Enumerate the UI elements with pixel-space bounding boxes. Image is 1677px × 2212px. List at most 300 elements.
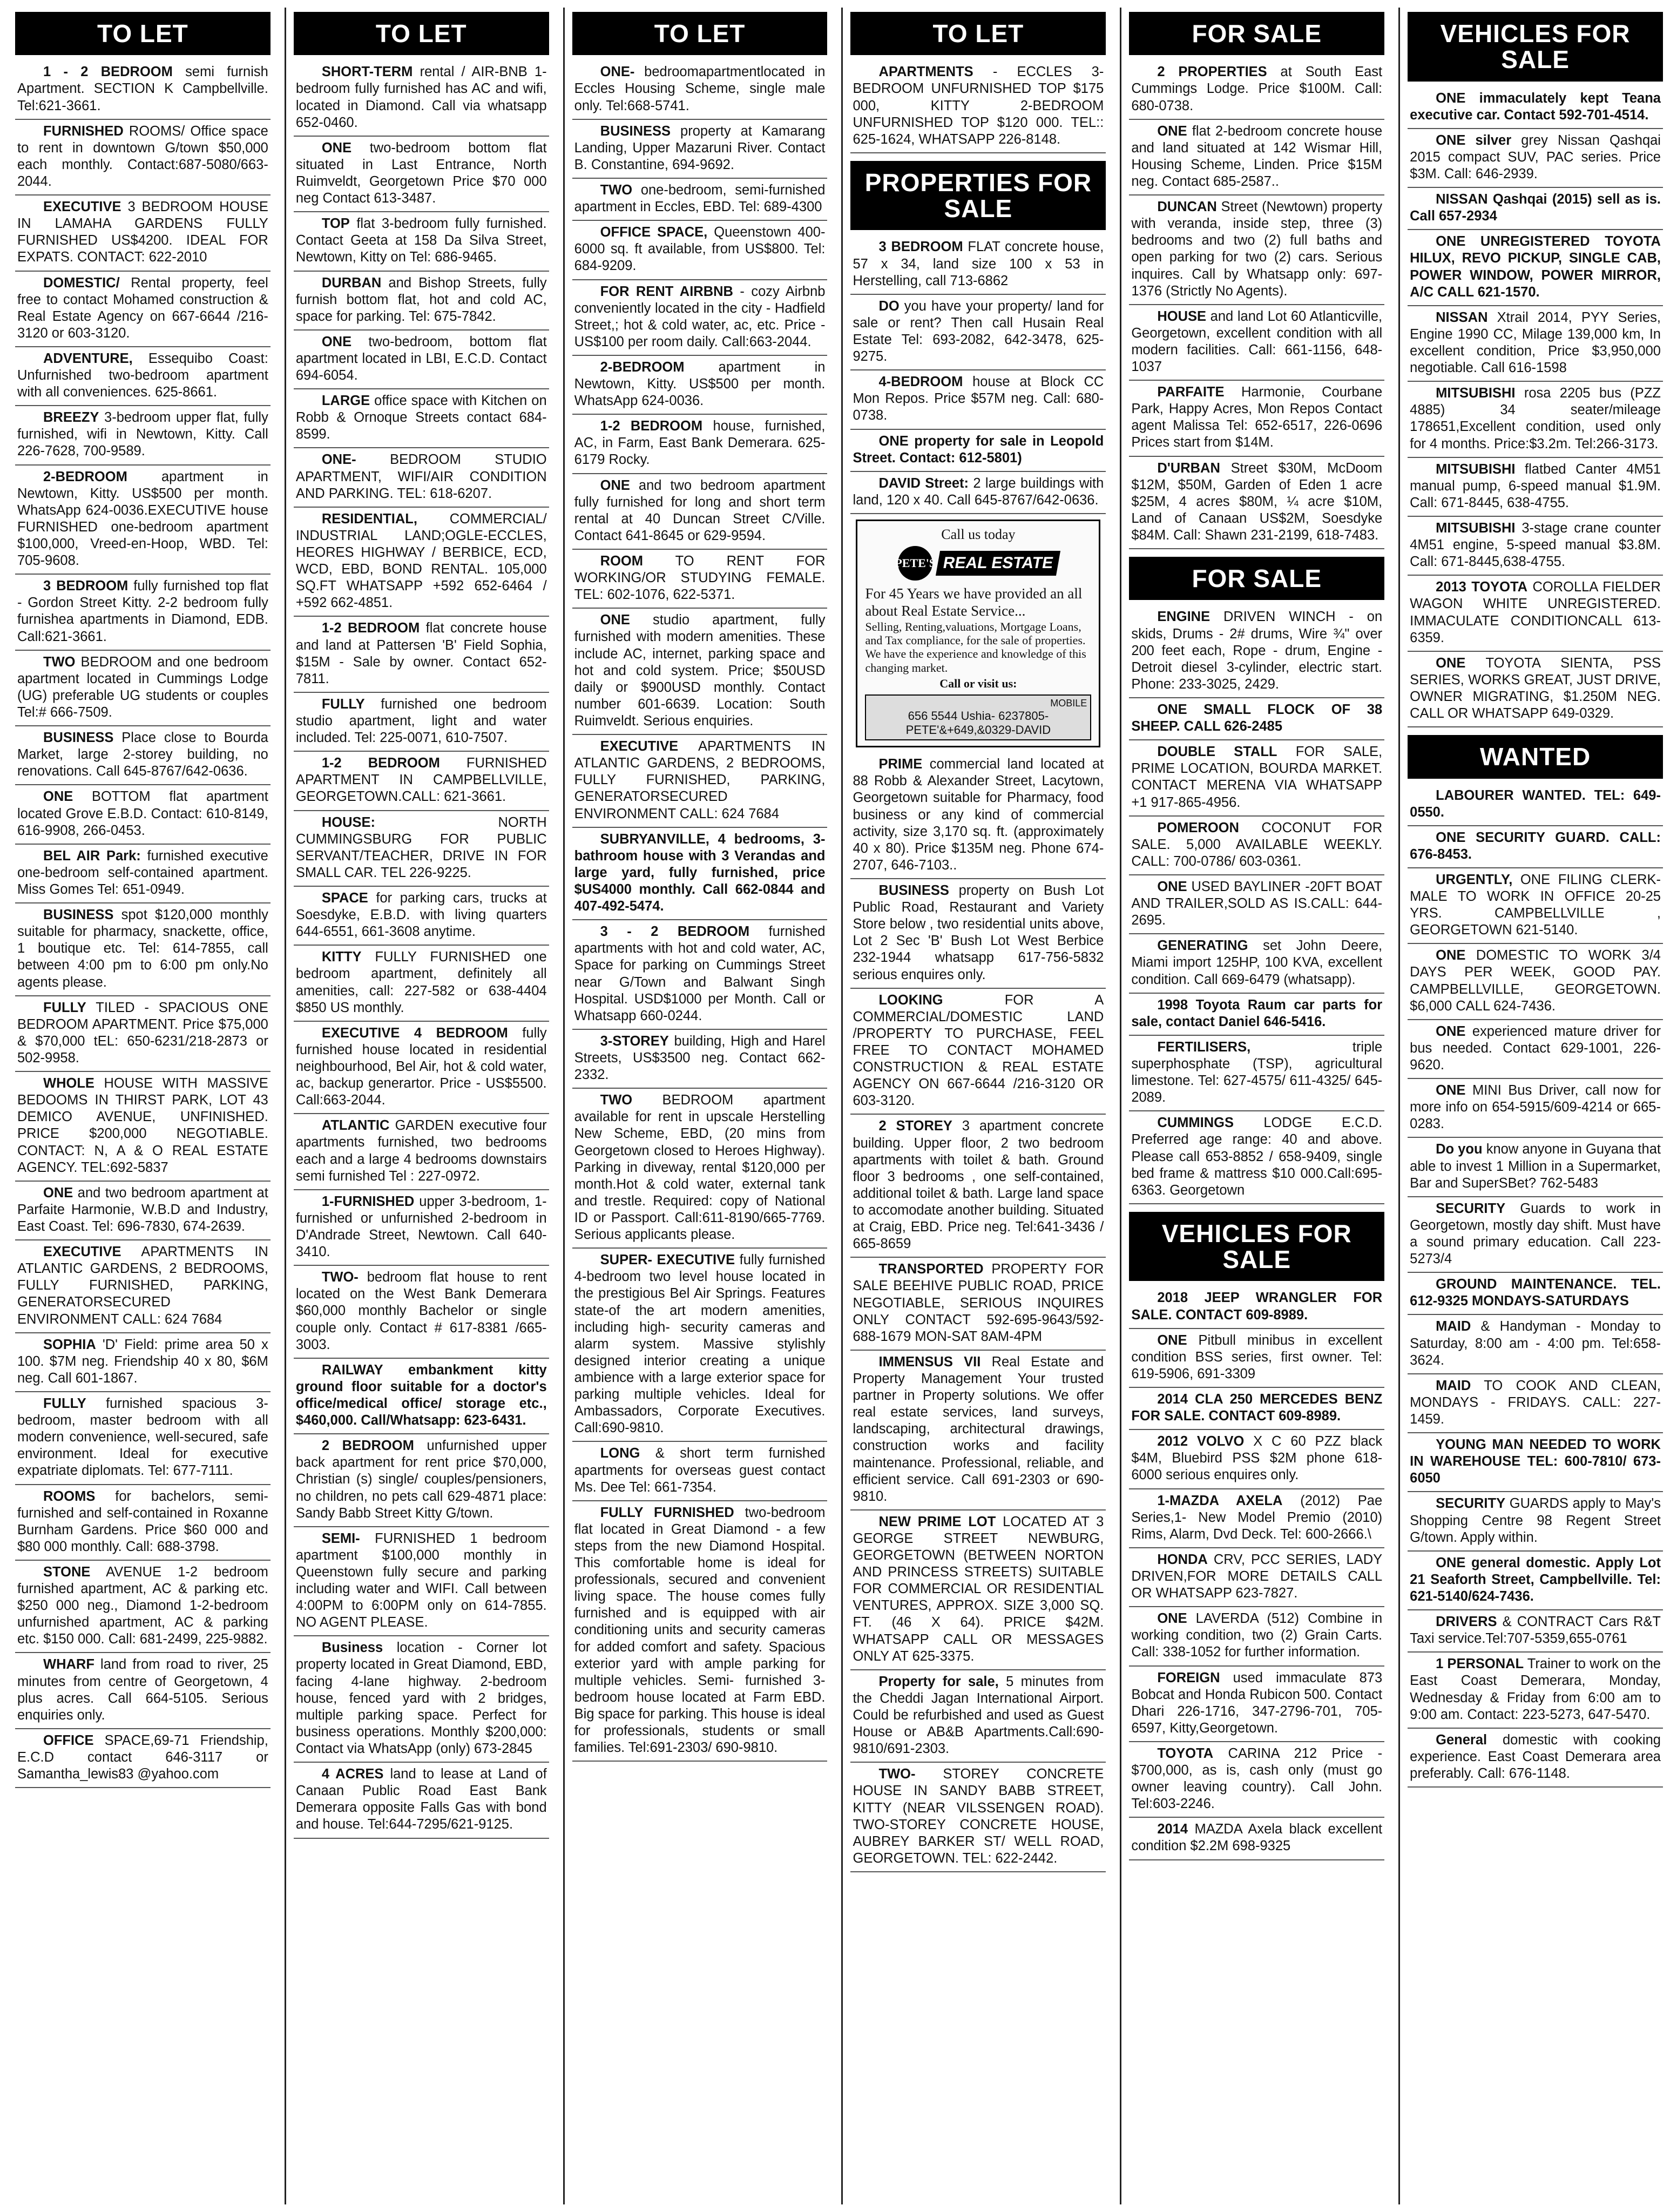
classified-ad (15, 1392, 271, 1485)
classified-ad (572, 179, 828, 221)
ad-text: 'D' Field: prime area 50 x 100. $7M neg. Friendship 40 x 80, $6M neg. Call 601-1867. (17, 1337, 268, 1386)
ad-lead: RESIDENTIAL, (321, 511, 417, 527)
real-estate-advert (856, 520, 1100, 747)
classified-ad (294, 212, 549, 271)
classified-ad (15, 1485, 271, 1561)
classified-ad (1408, 1197, 1663, 1273)
classified-ad (572, 735, 828, 828)
classified-ad (294, 1359, 549, 1434)
ad-lead: FOR RENT AIRBNB (600, 284, 733, 299)
classified-ad (15, 406, 271, 465)
ad-text: flatbed Canter 4M51 manual pump, 6-speed manual $1.9M. Call: 671-8445, 638-4755. (1410, 461, 1661, 510)
classified-ad (1408, 1020, 1663, 1079)
ad-lead: SUBRYANVILLE, 4 bedrooms, (600, 831, 804, 847)
ad-text: COCONUT FOR SALE. 5,000 AVAILABLE WEEKLY. CALL: 700-0786/ 603-0361. (1131, 820, 1383, 869)
ad-lead: ROOMS (43, 1488, 96, 1504)
ad-text: 3-bathroom house with 3 Verandas and large yard, fully furnished, price $US4000 monthly. Call 662-0844 and 407-492-5474. (574, 831, 826, 914)
classified-ad (1129, 934, 1384, 993)
ad-lead: ATLANTIC (321, 1118, 390, 1134)
classified-ad (1408, 87, 1663, 129)
classified-ad (1408, 382, 1663, 457)
ad-text: furnished one bedroom studio apartment, light and water included. Tel: 225-0071, 610-7507. (295, 696, 547, 746)
classified-ad (294, 508, 549, 617)
ad-text: FURNISHED APARTMENT IN CAMPBELLVILLE, GEORGETOWN.CALL: 621-3661. (295, 756, 547, 805)
classified-ad (15, 1653, 271, 1729)
classified-ad (15, 903, 271, 996)
ad-text: & Handyman - Monday to Saturday, 8:00 am - 4:00 pm. Tel:658-3624. (1410, 1319, 1661, 1368)
ad-lead: OFFICE SPACE, (600, 225, 708, 240)
ad-lead: CUMMINGS (1157, 1115, 1234, 1131)
advert-logo (865, 546, 1091, 581)
ad-text: NORTH CUMMINGSBURG FOR PUBLIC SERVANT/TEACHER, DRIVE IN FOR SMALL CAR. TEL 226-9225. (295, 814, 547, 880)
ad-text: MINI Bus Driver, call now for more info on 654-5915/609-4214 or 665-0283. (1410, 1083, 1661, 1132)
classified-ad (572, 1089, 828, 1249)
ad-text: & CONTRACT Cars R&T Taxi service.Tel:707-5359,655-0761 (1410, 1614, 1661, 1647)
ad-lead: GENERATING (1157, 938, 1248, 954)
ad-text: apartment in Newtown, Kitty. US$500 per month. WhatsApp 624-0036. (574, 359, 826, 409)
classified-ad (294, 1434, 549, 1527)
classified-ad (850, 295, 1106, 370)
ad-lead: SEMI- (321, 1530, 360, 1546)
ad-text: GUARDS apply to May's Shopping Centre 98 Regent Street G/town. Apply within. (1410, 1496, 1661, 1545)
ad-lead: 3-STOREY (600, 1033, 669, 1049)
ad-lead: 2 BEDROOM (321, 1438, 414, 1454)
classified-ad (1129, 1329, 1384, 1388)
advert-call-label: Call us today (941, 526, 1016, 542)
ad-text: kept Teana executive car. Contact 592-701-4514. (1410, 90, 1661, 123)
classified-ad (1408, 1273, 1663, 1315)
ad-lead: 2-BEDROOM (600, 359, 685, 375)
classified-ad (1408, 1653, 1663, 1728)
ad-text: land from road to river, 25 minutes from centre of Georgetown, 4 plus acres. Call 664-5105. Serious enquiries only. (17, 1657, 268, 1723)
ad-text: kitty ground floor suitable for a doctor's office/medical office/ storage etc., $460,000. Call/Whatsapp: 623-6431. (295, 1362, 547, 1428)
ad-lead: ONE UNREGISTERED (1436, 234, 1590, 249)
classified-ad (850, 1763, 1106, 1872)
ad-text: 3-bedroom upper flat, fully furnished, wifi in Newtown, Kitty. Call 226-7628, 700-9589. (17, 410, 268, 459)
ad-text: TO COOK AND CLEAN, MONDAYS - FRIDAYS. CALL: 227-1459. (1410, 1378, 1661, 1427)
ad-lead: FULLY (43, 1395, 86, 1411)
ad-text: 3 apartment concrete building. Upper floor, 2 two bedroom apartments with toilet & bath. Ground floor 3 bedrooms , one self-contained, additional toilet & bath. Large land space to accomodate another building. Situated at Craig, EBD. Price neg. Tel:641-3436 / 665-8659 (853, 1118, 1104, 1252)
ad-lead: DURBAN (321, 275, 382, 291)
classified-ad (850, 235, 1106, 294)
classified-ad (294, 137, 549, 212)
ad-text: CARINA 212 Price - $700,000, as is, cash only (must go owner leaving country). Call John. Tel:603-2246. (1131, 1745, 1383, 1812)
ad-lead: HOUSE (1157, 308, 1206, 324)
ad-text: BEDROOM STUDIO APARTMENT, WIFI/AIR CONDITION AND PARKING. TEL: 618-6207. (295, 452, 547, 501)
advert-body: For 45 Years we have provided an all about Real Estate Service... (865, 585, 1083, 619)
ad-text: 38 SHEEP. CALL 626-2485 (1131, 702, 1383, 734)
ad-lead: SHORT-TERM (321, 64, 413, 80)
ad-lead: ENGINE (1157, 609, 1211, 625)
ad-lead: 1-2 BEDROOM (321, 756, 440, 771)
ad-lead: BREEZY (43, 410, 99, 426)
column-2 (285, 8, 556, 2204)
section-heading-to-let: TO LET (572, 12, 828, 55)
classified-ad (15, 726, 271, 785)
ad-text: office space with Kitchen on Robb & Ornoque Streets contact 684-8599. (295, 393, 547, 442)
ad-lead: 1-2 BEDROOM (600, 419, 703, 434)
classified-ad (294, 1114, 549, 1190)
ad-lead: 1-2 BEDROOM (321, 621, 420, 636)
ad-lead: ROOM (600, 554, 643, 569)
ad-lead: EXECUTIVE (43, 1244, 121, 1260)
classified-ad (1129, 305, 1384, 381)
classified-ad (1129, 1430, 1384, 1489)
section-heading-for-sale: FOR SALE (1129, 12, 1384, 55)
ad-lead: ONE SMALL FLOCK OF (1157, 702, 1351, 717)
ad-lead: WHARF (43, 1657, 94, 1673)
ad-text: HOUSE WITH MASSIVE BEDOOMS IN THIRST PARK, LOT 43 DEMICO AVENUE, UNFINISHED. PRICE $200,000 NEGOTIABLE. CONTACT: N, A & O REAL ESTATE AGENCY. TEL:692-5837 (17, 1076, 268, 1175)
classified-ad (1129, 1111, 1384, 1204)
classified-ad (294, 331, 549, 389)
ad-text: GUARD. CALL: 676-8453. (1410, 830, 1661, 862)
ad-lead: LABOURER WANTED. (1436, 787, 1586, 803)
ad-text: know anyone in Guyana that able to invest 1 Million in a Supermarket, Bar and SuperSBet? 762-5483 (1410, 1142, 1661, 1191)
ad-text: LOCATED AT 3 GEORGE STREET NEWBURG, GEORGETOWN (BETWEEN NORTON AND PRINCESS STREETS) SUITABLE FOR COMMERCIAL OR RESIDENTIAL VENTURES, APPROX. SIZE 3,000 SQ. FT. (46 X 64). PRICE $42M. WHATSAPP CALL OR MESSAGES ONLY AT 625-3375. (853, 1514, 1104, 1664)
ad-lead: FERTILISERS, (1157, 1039, 1251, 1055)
classified-ad (294, 752, 549, 811)
classified-ad (294, 693, 549, 752)
ad-text: set John Deere, Miami import 125HP, 100 KVA, excellent condition. Call 669-6479 (whatsapp). (1131, 938, 1383, 987)
classified-ad (1408, 652, 1663, 727)
ad-lead: DUNCAN (1157, 199, 1217, 215)
column-6 (1398, 8, 1669, 2204)
ad-text: APARTMENTS IN ATLANTIC GARDENS, 2 BEDROOMS, FULLY FURNISHED, PARKING, GENERATORSECURED ENVIRONMENT CALL: 624 7684 (574, 739, 826, 821)
classified-ad (1408, 576, 1663, 651)
ad-text: TOYOTA SIENTA, PSS SERIES, WORKS GREAT, JUST DRIVE, OWNER MIGRATING, $1.250M NEG. CALL OR WHATSAPP 649-0329. (1410, 655, 1661, 721)
ad-lead: SUPER- EXECUTIVE (600, 1252, 735, 1268)
classified-ad (294, 1763, 549, 1838)
classified-ad (850, 60, 1106, 153)
ad-lead: LARGE (321, 393, 370, 409)
classified-ad (1408, 306, 1663, 382)
ad-text: land to lease at Land of Canaan Public Road East Bank Demerara opposite Falls Gas with bond and house. Tel:644-7295/621-9125. (295, 1766, 547, 1832)
classified-ad (1129, 381, 1384, 456)
classified-ad (294, 617, 549, 692)
section-heading-vehicles-for-sale: VEHICLES FOR SALE (1129, 1212, 1384, 1282)
ad-lead: Business (321, 1640, 383, 1656)
ad-lead: ONE (1157, 1611, 1187, 1627)
ad-text: Street (Newtown) property with veranda, inside step, three (3) bedrooms and two (2) full baths and open parking for two (2) cars. Serious inquires. Call by Whatsapp only: 697-1376 (Strictly No Agents). (1131, 199, 1383, 299)
ad-text: 2 large buildings with land, 120 x 40. Call 645-8767/642-0636. (853, 475, 1104, 508)
classified-ad (1408, 826, 1663, 868)
ad-text: 5 minutes from the Cheddi Jagan International Airport. Could be refurbished and used as Guest House or AB&B Apartments.Call:690-9810/691-2303. (853, 1674, 1104, 1757)
ad-lead: 4-BEDROOM (878, 374, 963, 390)
ad-lead: 2013 TOYOTA (1436, 579, 1528, 595)
ad-lead: ONE (600, 477, 630, 493)
classified-ad (850, 1670, 1106, 1763)
classified-ad (572, 550, 828, 609)
classified-ad (294, 389, 549, 448)
ad-text: APARTMENTS IN ATLANTIC GARDENS, 2 BEDROOMS, FULLY FURNISHED, PARKING, GENERATORSECURED ENVIRONMENT CALL: 624 7684 (17, 1244, 268, 1327)
ad-text: Xtrail 2014, PYY Series, Engine 1990 CC, Milage 139,000 km, In excellent condition, Price $3,950,000 negotiable. Call 616-1598 (1410, 309, 1661, 376)
ad-text: two-bedroom, bottom flat apartment located in LBI, E.C.D. Contact 694-6054. (295, 334, 547, 383)
ad-lead: 3 - 2 BEDROOM (600, 924, 750, 940)
ad-text: LODGE E.C.D. Preferred age range: 40 and above. Please call 653-8852 / 658-9409, single bed frame & mattress $10 000.Call:695-6363. Georgetown (1131, 1115, 1383, 1198)
classified-ad (1129, 1667, 1384, 1742)
ad-text: semi furnish Apartment. SECTION K Campbellville. Tel:621-3661. (17, 64, 268, 113)
ad-text: FOR SALE. CONTACT 609-8989. (1131, 1290, 1383, 1323)
ad-lead: Do you (1436, 1142, 1483, 1157)
classified-ad (1129, 994, 1384, 1036)
ad-text: 3 BEDROOM HOUSE IN LAMAHA GARDENS FULLY FURNISHED US$4200. IDEAL FOR EXPATS. CONTACT: 622-2010 (17, 199, 268, 265)
ad-text: AVENUE 1-2 bedroom furnished apartment, AC & parking etc. $250 000 neg., Diamond 1-2-bedroom unfurnished apartment, AC & parking etc. $150 000. Call: 681-2499, 225-9882. (17, 1564, 268, 1647)
classified-ad (1129, 1548, 1384, 1607)
ad-lead: HOUSE: (321, 814, 376, 830)
ad-text: Street $30M, McDoom $12M, $50M, Garden of Eden 1 acre $25M, 4 acres $80M, ¼ acre $10M, Land of Canaan US$2M, Soesdyke $84M. Call: Shawn 231-2199, 618-7483. (1131, 460, 1383, 543)
ad-lead: TRANSPORTED (878, 1262, 984, 1277)
ad-text: FLAT concrete house, 57 x 34, land size 100 x 53 in Herstelling, call 713-6862 (853, 239, 1104, 288)
ad-text: rental / AIR-BNB 1-bedroom fully furnished has AC and wifi, located in Diamond. Call via whatsapp 652-0460. (295, 64, 547, 130)
ad-text: flat 3-bedroom fully furnished. Contact Geeta at 158 Da Silva Street, Newtown, Kitty on Tel: 686-9465. (295, 216, 547, 265)
ad-lead: ONE (321, 334, 352, 349)
classified-ad (572, 609, 828, 735)
classified-ad (850, 430, 1106, 472)
classified-ad (572, 1442, 828, 1501)
advert-brand-text: REAL ESTATE (936, 551, 1060, 576)
ad-lead: Property for sale, (878, 1674, 999, 1689)
section-heading-wanted: WANTED (1408, 735, 1663, 778)
ad-lead: PARFAITE (1157, 385, 1225, 400)
ad-text: Real Estate and Property Management Your trusted partner in Property solutions. We offer real estate services, land surveys, landscaping, architectural drawings, construction works and facility maintenance. Professional, reliable, and efficient service. Call 691-2303 or 690-9810. (853, 1354, 1104, 1504)
ad-text: flat concrete house and land at Pattersen 'B' Field Sophia, $15M - Sale by owner. Contact 652-7811. (295, 621, 547, 686)
classified-ad (294, 811, 549, 887)
classified-ad (572, 474, 828, 550)
ad-lead: ONE (43, 1185, 73, 1201)
advert-services: Selling, Renting,valuations, Mortgage Loans, and Tax compliance, for the sale of properties. We have the experience and knowledge of this changing market. (865, 619, 1086, 675)
classified-ad (1408, 1079, 1663, 1138)
ad-lead: 1 PERSONAL (1436, 1656, 1524, 1672)
classified-ad (1129, 1607, 1384, 1666)
ad-text: & short term furnished apartments for overseas guest contact Ms. Dee Tel: 661-7354. (574, 1446, 826, 1495)
classified-ad (850, 472, 1106, 514)
ad-text: COMMERCIAL/ INDUSTRIAL LAND;OGLE-ECCLES, HEORES HIGHWAY / BERBICE, ECD, WCD, EBD, BOND RENTAL. 105,000 SQ.FT WHATSAPP +592 652-6464 / +592 662-4851. (295, 511, 547, 611)
classified-ad (15, 651, 271, 726)
classified-ad (294, 1636, 549, 1763)
ad-text: property at Kamarang Landing, Upper Mazaruni River. Contact B. Constantine, 694-9692. (574, 123, 826, 172)
ad-text: bedroomapartmentlocated in Eccles Housing Scheme, single male only. Tel:668-5741. (574, 64, 826, 113)
ad-lead: SECURITY (1436, 1496, 1506, 1512)
ad-text: Rental property, feel free to contact Mohamed construction & Real Estate Agency on 667-6644 /216-3120 or 603-3120. (17, 275, 268, 341)
classified-ad (1408, 1610, 1663, 1653)
ad-lead: PRIME (878, 757, 923, 772)
classified-ad (572, 120, 828, 179)
ad-text: PROPERTY FOR SALE BEEHIVE PUBLIC ROAD, PRICE NEGOTIABLE, SERIOUS INQUIRES ONLY CONTACT 592-695-9643/592-688-1679 MON-SAT 8AM-4PM (853, 1262, 1104, 1344)
ad-text: rosa 2205 bus (PZZ 4885) 34 seater/mileage 178651,Excellent condition, used only for 4 months. Price:$3.2m. Tel:266-3173. (1410, 386, 1661, 451)
classified-ad (850, 879, 1106, 989)
ad-lead: WHOLE (43, 1076, 94, 1091)
classified-ad (1129, 120, 1384, 195)
ad-text: for bachelors, semi-furnished and self-contained in Roxanne Burnham Gardens. Price $60 000 and $80 000 monthly. Call: 688-3798. (17, 1488, 268, 1554)
ad-text: house at Block CC Mon Repos. Price $57M neg. Call: 680-0738. (853, 374, 1104, 423)
classified-ad (1129, 1742, 1384, 1818)
advert-visit-label: Call or visit us: (939, 676, 1017, 690)
ad-text: Queenstown 400-6000 sq. ft available, from US$800. Tel: 684-9209. (574, 225, 826, 274)
ad-text: car parts for sale, contact Daniel 646-5416. (1131, 997, 1383, 1029)
classified-ad (572, 1501, 828, 1762)
ad-lead: ONE (321, 140, 352, 156)
ad-lead: 1-FURNISHED (321, 1193, 415, 1209)
ad-lead: MAID (1436, 1319, 1471, 1334)
column-3 (563, 8, 834, 2204)
ad-lead: MAID (1436, 1378, 1471, 1393)
ad-text: and land Lot 60 Atlanticville, Georgetown, excellent condition with all modern facilities. Call: 661-1156, 648-1037 (1131, 308, 1383, 375)
classified-ad (1129, 875, 1384, 934)
ad-lead: D'URBAN (1157, 460, 1220, 476)
classified-ad (1408, 1433, 1663, 1492)
column-5 (1120, 8, 1391, 2204)
ad-lead: DOMESTIC/ (43, 275, 120, 291)
advert-brand-mark: PETE'S (898, 546, 932, 581)
ad-text: one-bedroom, semi-furnished apartment in Eccles, EBD. Tel: 689-4300 (574, 182, 826, 215)
ad-text: ROOMS/ Office space to rent in downtown G/town $50,000 each monthly. Contact:687-5080/663-2044. (17, 123, 268, 189)
classified-ad (15, 785, 271, 844)
classified-ad (850, 1258, 1106, 1351)
ad-lead: NEW PRIME LOT (878, 1514, 996, 1529)
ad-text: you have your property/ land for sale or rent? Then call Husain Real Estate Tel: 693-2082, 642-3478, 625-9275. (853, 298, 1104, 365)
ad-lead: BEL AIR Park: (43, 848, 141, 864)
ad-text: BEDROOM and one bedroom apartment located in Cummings Lodge (UG) preferable UG students or couples Tel:# 666-7509. (17, 654, 268, 720)
ad-lead: FURNISHED (43, 123, 124, 139)
ad-text: used immaculate 873 Bobcat and Honda Rubicon 500. Contact Dhari 226-1716, 347-2796-701, 705-6597, Kitty,Georgetown. (1131, 1670, 1383, 1736)
ad-text: Guards to work in Georgetown, mostly day shift. Must have a sound primary education. Call 223-5273/4 (1410, 1201, 1661, 1267)
classified-ad (572, 415, 828, 474)
classified-ad (1408, 1552, 1663, 1610)
ad-text: Pitbull minibus in excellent condition BSS series, first owner. Tel: 619-5906, 691-3309 (1131, 1332, 1383, 1381)
ad-lead: FULLY (43, 1000, 86, 1015)
section-heading-properties-for-sale: PROPERTIES FOR SALE (850, 161, 1106, 231)
ad-lead: TWO- (878, 1766, 916, 1782)
classified-ad (15, 1182, 271, 1240)
ad-text: SPACE,69-71 Friendship, E.C.D contact 646-3117 or Samantha_lewis83 @yahoo.com (17, 1732, 268, 1782)
ad-text: property on Bush Lot Public Road, Restaurant and Variety Store below , two residential units above, Lot 2 Sec 'B' Bush Lot West Berbice 232-1944 whatsapp 617-756-5832 serious enquires only. (853, 883, 1104, 982)
classified-ad (15, 996, 271, 1072)
ad-lead: ONE (43, 789, 73, 805)
ad-text: triple superphosphate (TSP), agricultural limestone. Tel: 627-4575/ 611-4325/ 645-2089. (1131, 1039, 1383, 1105)
ad-text: 3-stage crane counter 4M51 engine, 5-speed manual $3.8M. Call: 671-8445,638-4755. (1410, 521, 1661, 570)
ad-lead: ONE (1436, 655, 1466, 671)
ad-lead: EXECUTIVE (43, 199, 121, 215)
classified-ad (1408, 458, 1663, 517)
ad-lead: YOUNG MAN NEEDED (1436, 1437, 1587, 1453)
ad-lead: 1998 Toyota Raum (1157, 997, 1286, 1013)
ad-text: fully furnished top flat - Gordon Street Kitty. 2-2 bedroom fully furnishea apartments in Diamond, EDB. Call:621-3661. (17, 578, 268, 644)
ad-text: Essequibo Coast: Unfurnished two-bedroom apartment with all conveniences. 625-8661. (17, 350, 268, 400)
ad-lead: TOYOTA (1157, 1745, 1214, 1761)
ad-lead: LOOKING (878, 992, 943, 1008)
ad-lead: BUSINESS (43, 907, 114, 923)
classified-ad (15, 575, 271, 650)
classified-ad (572, 280, 828, 356)
classified-ad (294, 272, 549, 331)
classified-ad (1129, 1489, 1384, 1548)
classified-ad (15, 1561, 271, 1654)
column-1 (8, 8, 277, 2204)
ad-text: spot $120,000 monthly suitable for pharmacy, snackette, office, 1 boutique etc. Tel: 614-7855, call between 4:00 pm to 6:00 pm only.No agents please. (17, 907, 268, 990)
ad-text: BOTTOM flat apartment located Grove E.B.D. Contact: 610-8149, 616-9908, 266-0453. (17, 789, 268, 838)
ad-lead: 2014 (1157, 1822, 1188, 1837)
ad-lead: 2 STOREY (878, 1118, 952, 1134)
ad-text: domestic with cooking experience. East Coast Demerara area preferably. Call: 676-1148. (1410, 1732, 1661, 1781)
ad-text: experienced mature driver for bus needed. Contact 629-1001, 226-9620. (1410, 1023, 1661, 1073)
ad-lead: 1 - 2 BEDROOM (43, 64, 173, 80)
classified-ad (1129, 195, 1384, 305)
ad-text: CRV, PCC SERIES, LADY DRIVEN,FOR MORE DETAILS CALL OR WHATSAPP 623-7827. (1131, 1552, 1383, 1601)
classified-ad (1408, 230, 1663, 306)
ad-lead: 2014 CLA 250 (1157, 1391, 1253, 1407)
classifieds-page (8, 8, 1669, 2204)
ad-text: - ECCLES 3-BEDROOM UNFURNISHED TOP $175 000, KITTY 2-BEDROOM UNFURNISHED TOP $120 000. TEL:: 625-1624, WHATSAPP 226-8148. (853, 64, 1104, 147)
ad-lead: MITSUBISHI (1436, 386, 1516, 401)
ad-text: LAVERDA (512) Combine in working condition, two (2) Grain Carts. Call: 338-1052 for further information. (1131, 1611, 1383, 1660)
advert-phone-numbers: 656 5544 Ushia- 6237805- PETE'&+649,&0329-DAVID (905, 709, 1051, 737)
ad-lead: GROUND MAINTENANCE. (1436, 1277, 1617, 1292)
classified-ad (1129, 457, 1384, 550)
ad-lead: DO (878, 298, 900, 314)
ad-lead: ONE (1436, 1083, 1466, 1098)
classified-ad (1129, 60, 1384, 119)
ad-text: fully furnished house located in residential neighbourhood, Bel Air, hot & cold water, ac, backup generartor. Price - US$5500. Call:663-2044. (295, 1025, 547, 1108)
ad-text: ONE FILING CLERK- MALE TO WORK IN OFFICE 20-25 YRS. CAMPBELLVILLE , GEORGETOWN 621-5140. (1410, 872, 1661, 938)
classified-ad (1408, 784, 1663, 826)
ad-text: STOREY CONCRETE HOUSE IN SANDY BABB STREET, KITTY (NEAR VILSSENGEN ROAD). TWO-STOREY CONCRETE HOUSE, AUBREY BARKER ST/ WELL ROAD, GEORGETOWN. TEL: 622-2442. (853, 1766, 1104, 1866)
ad-lead: BUSINESS (600, 123, 671, 139)
ad-text: MAZDA Axela black excellent condition $2.2M 698-9325 (1131, 1822, 1383, 1854)
ad-lead: 2 PROPERTIES (1157, 64, 1267, 80)
ad-text: FOR A COMMERCIAL/DOMESTIC LAND /PROPERTY TO PURCHASE, FEEL FREE TO CONTACT MOHAMED CONSTRUCTION & REAL ESTATE AGENCY ON 667-6644 /216-3120 OR 603-3120. (853, 992, 1104, 1109)
classified-ad (1129, 1388, 1384, 1430)
ad-text: TO WORK IN WAREHOUSE TEL: 600-7810/ 673-6050 (1410, 1437, 1661, 1486)
classified-ad (1408, 1729, 1663, 1788)
classified-ad (15, 845, 271, 903)
classified-ad (15, 60, 271, 119)
classified-ad (850, 989, 1106, 1115)
ad-lead: ONE silver (1436, 132, 1512, 148)
ad-text: building, High and Harel Streets, US$3500 neg. Contact 662-2332. (574, 1033, 826, 1083)
classified-ad (15, 1072, 271, 1182)
ad-text: TOYOTA HILUX, REVO PICKUP, SINGLE CAB, POWER WINDOW, POWER MIRROR, A/C CALL 621-1570. (1410, 234, 1661, 300)
ad-text: TO RENT FOR WORKING/OR STUDYING FEMALE. TEL: 602-1076, 622-5371. (574, 554, 826, 603)
ad-lead: KITTY (321, 949, 362, 965)
classified-ad (572, 221, 828, 280)
ad-text: Trainer to work on the East Coast Demerara, Monday, Wednesday & Friday from 6:00 am to 9:00 am. Contact: 223-5273, 647-5470. (1410, 1656, 1661, 1722)
classified-ad (1408, 1492, 1663, 1551)
classified-ad (15, 1729, 271, 1788)
classified-ad (294, 887, 549, 946)
ad-lead: ADVENTURE, (43, 350, 133, 366)
classified-ad (850, 753, 1106, 879)
classified-ad (572, 356, 828, 415)
ad-text: and Bishop Streets, fully furnish bottom flat, hot and cold AC, space for parking. Tel: 675-7842. (295, 275, 547, 324)
ad-lead: ONE (1436, 948, 1466, 963)
classified-ad (1408, 188, 1663, 230)
ad-lead: BUSINESS (43, 730, 114, 746)
ad-lead: ONE general domestic. (1436, 1555, 1591, 1570)
classified-ad (572, 828, 828, 921)
column-4 (841, 8, 1112, 2204)
ad-text: and two bedroom apartment fully furnished for long and short term rental at 40 Duncan Street C/Ville. Contact 641-8645 or 629-9594. (574, 477, 826, 543)
ad-text: house, furnished, AC, in Farm, East Bank Demerara. 625-6179 Rocky. (574, 419, 826, 468)
ad-lead: MITSUBISHI (1436, 461, 1516, 477)
ad-lead: 4 ACRES (321, 1766, 384, 1782)
ad-lead: EXECUTIVE 4 BEDROOM (321, 1025, 508, 1041)
ad-lead: RAILWAY embankment (321, 1362, 493, 1378)
ad-text: - cozy Airbnb conveniently located in the city - Hadfield Street,; hot & cold water, ac, etc. Price - US$100 per room daily. Call:663-2044. (574, 284, 826, 349)
classified-ad (1408, 1374, 1663, 1433)
ad-lead: ONE (1157, 123, 1187, 139)
ad-text: bedroom flat house to rent located on the West Bank Demerara $60,000 monthly Bachelor or single couple only. Contact # 617-8381 /665-3003. (295, 1270, 547, 1352)
ad-lead: MITSUBISHI (1436, 521, 1516, 536)
